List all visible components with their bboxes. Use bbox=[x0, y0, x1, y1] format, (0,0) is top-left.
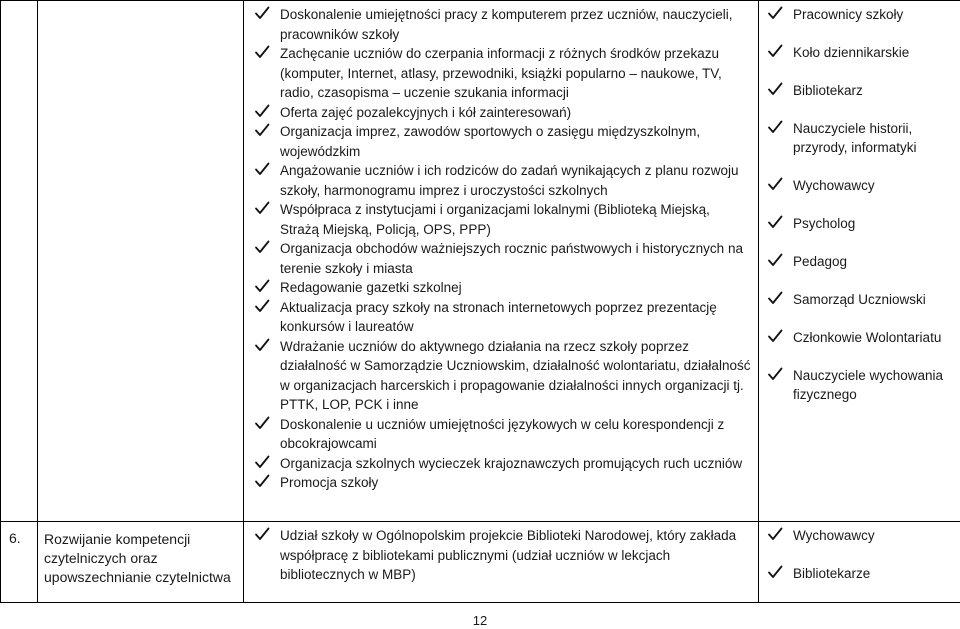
task-item-text: Udział szkoły w Ogólnopolskim projekcie Biblioteki Narodowej, który zakłada współpracę z bibliotekami publicznymi (udział uczniów w lekcjach bibliotecznych w MBP) bbox=[280, 528, 737, 582]
task-item-text: Doskonalenie u uczniów umiejętności językowych w celu korespondencji z obcokrajowcami bbox=[280, 416, 725, 451]
responsible-item bbox=[765, 81, 956, 100]
checkmark-icon bbox=[767, 214, 787, 233]
checkmark-icon bbox=[254, 239, 274, 258]
checkmark-icon bbox=[254, 161, 274, 180]
task-item bbox=[252, 103, 752, 123]
task-item bbox=[252, 122, 752, 161]
responsible-item bbox=[765, 119, 956, 157]
responsible-item-text: Koło dziennikarskie bbox=[793, 45, 910, 60]
task-item bbox=[252, 415, 752, 454]
task-item bbox=[252, 526, 752, 585]
table-row bbox=[1, 1, 960, 522]
task-item-text: Współpraca z instytucjami i organizacjami lokalnymi (Biblioteką Miejską, Strażą Miejską, Policją, OPS, PPP) bbox=[280, 202, 710, 237]
task-item bbox=[252, 298, 752, 337]
checkmark-icon bbox=[254, 5, 274, 24]
responsible-item bbox=[765, 252, 956, 271]
checkmark-icon bbox=[254, 278, 274, 297]
checkmark-icon bbox=[767, 290, 787, 309]
responsible-item bbox=[765, 328, 956, 347]
task-item-text: Aktualizacja pracy szkoły na stronach internetowych poprzez prezentację konkursów i laureatów bbox=[280, 299, 717, 334]
checkmark-icon bbox=[767, 43, 787, 62]
checkmark-icon bbox=[254, 44, 274, 63]
number-cell bbox=[1, 1, 38, 522]
responsible-item-text: Wychowawcy bbox=[793, 528, 875, 543]
checkmark-icon bbox=[254, 122, 274, 141]
responsible-item-text: Bibliotekarze bbox=[793, 566, 871, 581]
checkmark-icon bbox=[767, 119, 787, 138]
responsible-item bbox=[765, 526, 956, 545]
responsible-item-text: Psycholog bbox=[793, 216, 856, 231]
responsible-list bbox=[759, 522, 960, 583]
task-item-text: Doskonalenie umiejętności pracy z komputerem przez uczniów, nauczycieli, pracowników szkoły bbox=[280, 7, 733, 42]
number-cell: 6. bbox=[1, 522, 38, 603]
checkmark-icon bbox=[767, 176, 787, 195]
page-number: 12 bbox=[472, 613, 488, 628]
responsible-item bbox=[765, 214, 956, 233]
task-item bbox=[252, 44, 752, 103]
task-item-text: Wdrażanie uczniów do aktywnego działania na rzecz szkoły poprzez działalność w Samorządzie Uczniowskim, działalność wolontariatu, działalność w organizacjach harcerskich i propagowanie działalności innych organizacji tj. PTTK, LOP, PCK i inne bbox=[280, 338, 751, 412]
checkmark-icon bbox=[254, 454, 274, 473]
task-item-text: Organizacja obchodów ważniejszych rocznic państwowych i historycznych na terenie szkoły i miasta bbox=[280, 241, 743, 276]
responsible-item-text: Nauczyciele historii, przyrody, informatyki bbox=[793, 121, 917, 155]
responsible-list bbox=[759, 1, 960, 404]
task-item bbox=[252, 337, 752, 415]
responsible-cell bbox=[759, 522, 960, 603]
checkmark-icon bbox=[767, 328, 787, 347]
responsible-item bbox=[765, 564, 956, 583]
checkmark-icon bbox=[767, 81, 787, 100]
checkmark-icon bbox=[767, 564, 787, 583]
responsible-item-text: Samorząd Uczniowski bbox=[793, 292, 926, 307]
task-item-text: Oferta zajęć pozalekcyjnych i kół zainteresowań) bbox=[280, 104, 572, 120]
task-item-text: Organizacja imprez, zawodów sportowych o zasięgu międzyszkolnym, wojewódzkim bbox=[280, 124, 701, 159]
task-item-text: Promocja szkoły bbox=[280, 475, 379, 490]
responsible-item-text: Członkowie Wolontariatu bbox=[793, 330, 942, 345]
tasks-cell bbox=[244, 1, 759, 522]
responsible-item bbox=[765, 43, 956, 62]
checkmark-icon bbox=[767, 5, 787, 24]
task-item bbox=[252, 454, 752, 474]
responsible-item bbox=[765, 5, 956, 24]
checkmark-icon bbox=[254, 200, 274, 219]
checkmark-icon bbox=[254, 473, 274, 492]
checkmark-icon bbox=[254, 415, 274, 434]
responsible-item bbox=[765, 290, 956, 309]
table-row bbox=[1, 522, 960, 603]
goal-cell: Rozwijanie kompetencji czytelniczych oraz upowszechnianie czytelnictwa bbox=[38, 522, 244, 603]
responsible-item-text: Wychowawcy bbox=[793, 178, 875, 193]
task-item bbox=[252, 278, 752, 298]
checkmark-icon bbox=[254, 103, 274, 122]
responsible-item-text: Nauczyciele wychowania fizycznego bbox=[793, 368, 944, 402]
tasks-list bbox=[244, 522, 758, 585]
checkmark-icon bbox=[254, 337, 274, 356]
task-item bbox=[252, 200, 752, 239]
task-item-text: Angażowanie uczniów i ich rodziców do zadań wynikających z planu rozwoju szkoły, harmonogramu imprez i uroczystości szkolnych bbox=[280, 163, 739, 198]
checkmark-icon bbox=[254, 526, 274, 545]
responsible-item bbox=[765, 176, 956, 195]
task-item bbox=[252, 239, 752, 278]
responsible-item-text: Pedagog bbox=[793, 254, 848, 269]
responsible-item bbox=[765, 366, 956, 404]
tasks-cell bbox=[244, 522, 759, 603]
checkmark-icon bbox=[767, 366, 787, 385]
goal-cell bbox=[38, 1, 244, 522]
task-item-text: Organizacja szkolnych wycieczek krajoznawczych promujących ruch uczniów bbox=[280, 455, 743, 471]
task-item bbox=[252, 5, 752, 44]
responsible-item-text: Pracownicy szkoły bbox=[793, 7, 904, 22]
task-item bbox=[252, 161, 752, 200]
task-item-text: Redagowanie gazetki szkolnej bbox=[280, 280, 462, 295]
checkmark-icon bbox=[767, 252, 787, 271]
tasks-list bbox=[244, 1, 758, 493]
responsible-cell bbox=[759, 1, 960, 522]
task-item-text: Zachęcanie uczniów do czerpania informacji z różnych środków przekazu (komputer, Internet, atlasy, przewodniki, książki popularno – naukowe, TV, radio, czasopisma – uczenie szukania informacji bbox=[280, 46, 722, 100]
checkmark-icon bbox=[254, 298, 274, 317]
task-item bbox=[252, 473, 752, 493]
checkmark-icon bbox=[767, 526, 787, 545]
responsible-item-text: Bibliotekarz bbox=[793, 83, 863, 98]
